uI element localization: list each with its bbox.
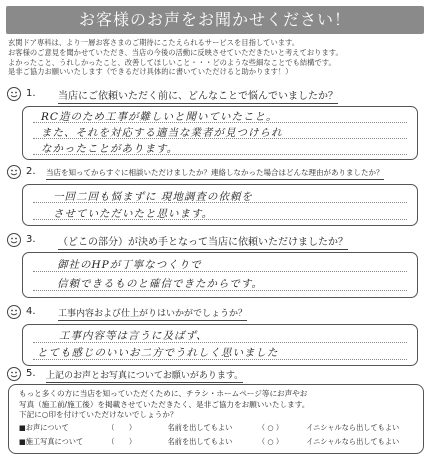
initial-choice[interactable]: （ ○ ） bbox=[257, 423, 284, 432]
question-number: 4. bbox=[26, 306, 36, 317]
smiley-icon bbox=[6, 164, 22, 180]
name-choice[interactable]: （ ） bbox=[107, 423, 137, 432]
smiley-icon bbox=[6, 86, 22, 102]
smiley-icon bbox=[6, 232, 22, 248]
photo-permission-row bbox=[19, 437, 399, 448]
intro-text bbox=[8, 38, 424, 77]
question-text: 当店を知ってからすぐに相談いただけましたか？連絡しなかった場合はどんな理由がありましたか？ bbox=[46, 167, 384, 180]
intro-line: 是非ご協力お願いいたします（できるだけ具体的に書いていただけると助かります！） bbox=[8, 67, 293, 77]
answer-line: なかったことがあります。 bbox=[41, 143, 179, 155]
answer-line: 一回二回も悩まずに 現地調査の依頼を bbox=[53, 191, 253, 203]
answer-line: させていただいたと思います。 bbox=[53, 208, 214, 220]
question-4 bbox=[6, 304, 424, 359]
photo-permission-box bbox=[8, 384, 424, 454]
answer-line: また、それを対応する適当な業者が見つけられ bbox=[41, 127, 283, 139]
question-2 bbox=[6, 164, 424, 220]
page-title: お客様のお声をお聞かせください！ bbox=[6, 6, 424, 34]
answer-line: 信頼できるものと確信できたからです。 bbox=[57, 278, 264, 290]
answer-box bbox=[22, 324, 418, 366]
question-text: 工事内容および仕上がりはいかがでしょうか？ bbox=[58, 306, 247, 321]
initial-choice[interactable]: （ ○ ） bbox=[257, 437, 284, 446]
answer-line: とても感じのいいお二方でうれしく思いました bbox=[37, 347, 279, 359]
intro-line: 玄関ドア専科は、より一層お客さまのご期待にこたえられるサービスを目指しています。 bbox=[8, 38, 300, 47]
question-number: 1. bbox=[26, 88, 36, 99]
name-choice[interactable]: （ ） bbox=[107, 437, 137, 446]
question-3 bbox=[6, 232, 424, 290]
permission-line: 下記に○印を付けていただけないでしょうか？ bbox=[19, 410, 178, 419]
permission-line: 写真（施工前/施工後）を掲載させていただきたく、是非ご協力をお願いいたします。 bbox=[19, 399, 310, 409]
smiley-icon bbox=[6, 366, 22, 382]
voice-permission-row bbox=[19, 423, 399, 434]
answer-box bbox=[22, 106, 418, 160]
smiley-icon bbox=[6, 304, 22, 320]
answer-line: RC造のため工事が難しいと聞いていたこと。 bbox=[41, 111, 278, 123]
intro-line: お客様のご意見を聞かせていただき、当店の今後の活動に反映させていただきたいと考えております。 bbox=[8, 47, 343, 57]
question-text: （どこの部分）が決め手となって当店に依頼いただけましたか？ bbox=[58, 233, 348, 250]
name-option: 名前を出してもよい bbox=[167, 437, 233, 446]
question-number: 3. bbox=[26, 234, 36, 245]
permission-line: もっと多くの方に当店を知っていただくために、チラシ・ホームページ等にお声やお bbox=[19, 389, 308, 398]
initial-option: イニシャルなら出してもよい bbox=[306, 423, 400, 432]
row-label: ■施工写真について bbox=[19, 437, 84, 446]
question-1 bbox=[6, 86, 424, 155]
answer-line: 御社のHPが丁寧なつくりで bbox=[57, 259, 202, 271]
question-text: 上記のお声とお写真についてお願いがあります。 bbox=[46, 368, 243, 383]
answer-line: 工事内容等は言うに及ばず、 bbox=[59, 330, 208, 342]
initial-option: イニシャルなら出してもよい bbox=[306, 437, 400, 446]
question-number: 2. bbox=[26, 166, 36, 177]
name-option: 名前を出してもよい bbox=[167, 423, 233, 432]
question-text: 当店にご依頼いただく前に、どんなことで悩んでいましたか？ bbox=[58, 87, 338, 104]
row-label: ■お声について bbox=[19, 423, 69, 432]
question-number: 5. bbox=[26, 368, 36, 379]
question-5 bbox=[6, 366, 424, 384]
answer-box bbox=[22, 252, 418, 298]
intro-line: よかったこと、うれしかったこと、改善してほしいこと・・・どのような些細なことでも結構です。 bbox=[8, 57, 336, 67]
permission-text bbox=[19, 389, 309, 421]
answer-box bbox=[22, 184, 418, 226]
